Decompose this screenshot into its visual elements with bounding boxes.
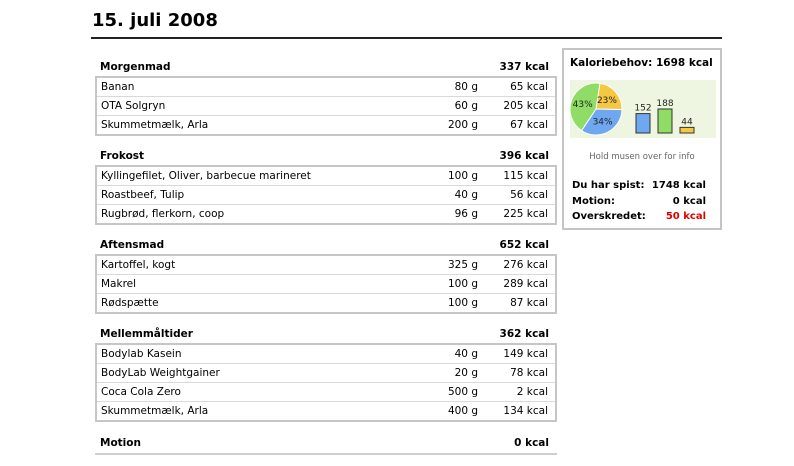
page-title: 15. juli 2008 xyxy=(92,10,218,31)
food-name: Coca Cola Zero xyxy=(101,386,181,398)
food-name: Bodylab Kasein xyxy=(101,348,182,360)
meal-list xyxy=(95,58,557,466)
meal-name: Frokost xyxy=(100,150,145,162)
food-row[interactable] xyxy=(97,363,555,382)
food-name: Kartoffel, kogt xyxy=(101,259,176,271)
food-name: BodyLab Weightgainer xyxy=(101,367,220,379)
food-name: OTA Solgryn xyxy=(101,100,166,112)
pie-label: 34% xyxy=(592,117,613,128)
food-name: Roastbeef, Tulip xyxy=(101,189,185,201)
food-row[interactable] xyxy=(97,256,555,274)
meal-total: 396 kcal xyxy=(499,150,549,162)
meal-items-table xyxy=(95,254,557,314)
food-amount: 60 g xyxy=(454,100,478,112)
food-amount: 96 g xyxy=(454,208,478,220)
motion-section xyxy=(95,433,557,455)
food-amount: 20 g xyxy=(454,367,478,379)
motion-row xyxy=(572,196,706,207)
calorie-bar xyxy=(658,109,672,133)
bar-label: 188 xyxy=(656,99,674,109)
food-amount: 100 g xyxy=(447,278,478,290)
eaten-label: Du har spist: xyxy=(572,180,645,191)
over-label: Overskredet: xyxy=(572,211,646,222)
title-divider xyxy=(91,37,722,39)
pie-label: 23% xyxy=(596,95,617,106)
food-name: Skummetmælk, Arla xyxy=(101,405,209,417)
meal-items-table xyxy=(95,343,557,422)
over-value: 50 kcal xyxy=(665,211,706,222)
food-name: Rødspætte xyxy=(101,297,159,309)
food-amount: 80 g xyxy=(454,81,478,93)
food-row[interactable] xyxy=(97,185,555,204)
motion-total: 0 kcal xyxy=(514,437,549,449)
eaten-value: 1748 kcal xyxy=(651,180,706,191)
bar-label: 44 xyxy=(681,117,693,128)
food-amount: 400 g xyxy=(447,405,478,417)
meal-items-table xyxy=(95,165,557,225)
meal-total: 337 kcal xyxy=(499,61,549,73)
meal-section-morgenmad xyxy=(95,58,557,136)
meal-total: 652 kcal xyxy=(499,239,549,251)
food-amount: 500 g xyxy=(447,386,478,398)
food-kcal: 2 kcal xyxy=(516,386,548,398)
food-amount: 40 g xyxy=(454,189,478,201)
food-row[interactable] xyxy=(97,293,555,312)
food-row[interactable] xyxy=(97,204,555,223)
food-amount: 100 g xyxy=(447,297,478,309)
food-kcal: 205 kcal xyxy=(503,100,548,112)
motion-name: Motion xyxy=(100,437,141,449)
food-row[interactable] xyxy=(97,382,555,401)
food-kcal: 87 kcal xyxy=(510,297,548,309)
food-kcal: 276 kcal xyxy=(503,259,548,271)
meal-name: Aftensmad xyxy=(100,239,165,251)
calorie-summary-panel xyxy=(562,48,722,230)
meal-header xyxy=(95,58,557,76)
food-row[interactable] xyxy=(97,96,555,115)
eaten-row xyxy=(572,180,706,191)
food-kcal: 149 kcal xyxy=(503,348,548,360)
calorie-graph-svg xyxy=(570,80,716,138)
food-kcal: 78 kcal xyxy=(510,367,548,379)
meal-section-aftensmad xyxy=(95,236,557,314)
food-row[interactable] xyxy=(97,345,555,363)
motion-value: 0 kcal xyxy=(672,196,706,207)
calorie-graph[interactable] xyxy=(570,80,716,138)
meal-name: Morgenmad xyxy=(100,61,171,73)
food-kcal: 134 kcal xyxy=(503,405,548,417)
calorie-bar xyxy=(680,127,694,133)
food-row[interactable] xyxy=(97,401,555,420)
food-row[interactable] xyxy=(97,167,555,185)
motion-header xyxy=(95,433,557,455)
food-amount: 200 g xyxy=(447,119,478,131)
food-kcal: 56 kcal xyxy=(510,189,548,201)
food-name: Makrel xyxy=(101,278,137,290)
food-amount: 40 g xyxy=(454,348,478,360)
pie-label: 43% xyxy=(572,99,593,110)
bar-label: 152 xyxy=(634,103,652,114)
food-amount: 100 g xyxy=(447,170,478,182)
food-kcal: 67 kcal xyxy=(510,119,548,131)
food-row[interactable] xyxy=(97,274,555,293)
food-name: Rugbrød, flerkorn, coop xyxy=(101,208,225,220)
meal-name: Mellemmåltider xyxy=(100,328,193,340)
meal-header xyxy=(95,147,557,165)
calorie-need-title: Kaloriebehov: 1698 kcal xyxy=(570,57,713,69)
calorie-bar xyxy=(636,114,650,133)
food-name: Skummetmælk, Arla xyxy=(101,119,209,131)
food-kcal: 225 kcal xyxy=(503,208,548,220)
food-row[interactable] xyxy=(97,78,555,96)
motion-label: Motion: xyxy=(572,196,616,207)
food-kcal: 65 kcal xyxy=(510,81,548,93)
food-name: Banan xyxy=(101,81,135,93)
food-kcal: 115 kcal xyxy=(503,170,548,182)
food-row[interactable] xyxy=(97,115,555,134)
meal-header xyxy=(95,325,557,343)
meal-header xyxy=(95,236,557,254)
over-row xyxy=(572,211,706,222)
food-name: Kyllingefilet, Oliver, barbecue marineret xyxy=(101,170,311,182)
food-kcal: 289 kcal xyxy=(503,278,548,290)
meal-total: 362 kcal xyxy=(499,328,549,340)
hover-hint: Hold musen over for info xyxy=(589,152,695,162)
meal-section-frokost xyxy=(95,147,557,225)
food-amount: 325 g xyxy=(447,259,478,271)
meal-items-table xyxy=(95,76,557,136)
meal-section-mellemmaaltider xyxy=(95,325,557,422)
